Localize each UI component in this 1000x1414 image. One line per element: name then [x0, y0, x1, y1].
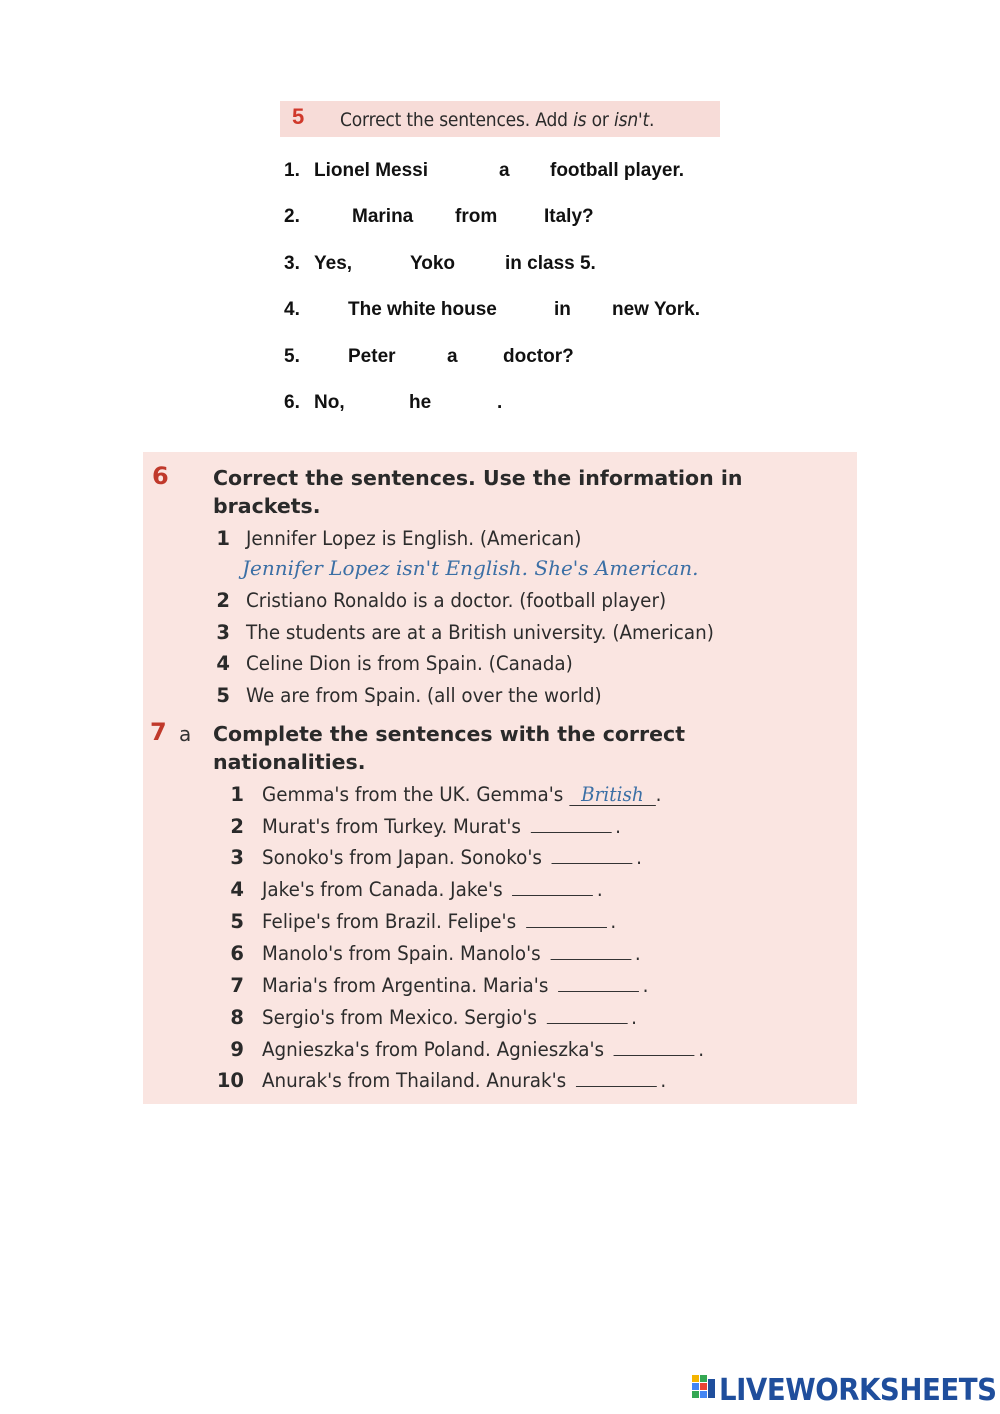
answer-blank[interactable]	[576, 1070, 657, 1087]
ex7-item-8-text: Sergio's from Mexico. Sergio's	[262, 1006, 537, 1029]
exercise-7-title-line: nationalities.	[213, 750, 366, 774]
exercise-7-letter: a	[179, 722, 192, 746]
ex5-row-6-word: he	[409, 392, 432, 413]
exercise-6-number: 6	[152, 462, 169, 490]
period: .	[634, 942, 641, 965]
ex5-row-3-word: Yes,	[314, 253, 353, 274]
ex7-item-5-text: Felipe's from Brazil. Felipe's	[262, 910, 517, 933]
ex5-row-5-number: 5.	[284, 346, 300, 367]
answer-blank[interactable]	[550, 943, 631, 960]
answer-blank[interactable]	[558, 975, 639, 992]
ex5-row-4-word: The white house	[348, 299, 497, 320]
period: .	[642, 974, 649, 997]
ex6-item-4-text: Celine Dion is from Spain. (Canada)	[246, 652, 573, 675]
ex6-item-5-text: We are from Spain. (all over the world)	[246, 684, 602, 707]
exercise-7-title	[213, 720, 813, 776]
answer-blank[interactable]	[547, 1007, 628, 1024]
ex7-item-3	[262, 846, 642, 869]
ex7-item-9	[262, 1038, 704, 1061]
exercise-5-instruction	[340, 109, 654, 131]
ex5-row-4-number: 4.	[284, 299, 300, 320]
ex7-item-2-text: Murat's from Turkey. Murat's	[262, 815, 521, 838]
ex7-item-6-text: Manolo's from Spain. Manolo's	[262, 942, 541, 965]
ex6-item-5-number: 5	[216, 684, 230, 707]
ex7-item-7	[262, 974, 648, 997]
ex7-item-6-number: 6	[230, 942, 244, 965]
exercise-6-title-line: brackets.	[213, 494, 321, 518]
instruction-end: .	[649, 109, 655, 131]
ex7-item-9-text: Agnieszka's from Poland. Agnieszka's	[262, 1038, 605, 1061]
exercise-7-number: 7	[150, 718, 167, 746]
answer-blank[interactable]	[552, 847, 633, 864]
exercise-5-number: 5	[292, 104, 305, 129]
ex7-item-8	[262, 1006, 637, 1029]
ex5-row-1-word: a	[499, 160, 510, 181]
instruction-word-or: or	[586, 109, 615, 131]
instruction-word-isnt: isn't	[614, 109, 650, 131]
ex7-item-1-number: 1	[230, 783, 244, 806]
ex5-row-5-word: doctor?	[503, 346, 574, 367]
ex7-item-9-number: 9	[230, 1038, 244, 1061]
ex7-item-3-number: 3	[230, 846, 244, 869]
ex5-row-1-word: football player.	[550, 160, 685, 181]
ex7-item-4	[262, 878, 603, 901]
period: .	[596, 878, 603, 901]
ex5-row-4-word: in	[554, 299, 571, 320]
ex7-example-answer: British	[569, 785, 655, 806]
exercise-7-title-line: Complete the sentences with the correct	[213, 722, 686, 746]
ex5-row-4-word: new York.	[612, 299, 700, 320]
ex7-item-2	[262, 815, 621, 838]
ex7-item-5	[262, 910, 616, 933]
ex6-item-4-number: 4	[216, 652, 230, 675]
ex7-item-2-number: 2	[230, 815, 244, 838]
answer-blank[interactable]	[512, 879, 593, 896]
liveworksheets-logo-icon	[692, 1375, 716, 1406]
ex5-row-1-number: 1.	[284, 160, 300, 181]
ex5-row-6-number: 6.	[284, 392, 300, 413]
ex5-row-1-word: Lionel Messi	[314, 160, 429, 181]
period: .	[610, 910, 617, 933]
ex7-item-7-text: Maria's from Argentina. Maria's	[262, 974, 549, 997]
ex7-item-10-number: 10	[216, 1069, 244, 1092]
ex5-row-2-word: Marina	[352, 206, 414, 227]
exercise-6-title	[213, 464, 813, 520]
ex5-row-3-number: 3.	[284, 253, 300, 274]
ex6-item-3-number: 3	[216, 621, 230, 644]
ex6-item-2-text: Cristiano Ronaldo is a doctor. (football player)	[246, 589, 667, 612]
ex5-row-5-word: a	[447, 346, 458, 367]
ex7-item-1-text: Gemma's from the UK. Gemma's	[262, 783, 564, 806]
answer-blank[interactable]	[531, 816, 612, 833]
ex6-item-3-text: The students are at a British university. (American)	[246, 621, 714, 644]
ex7-item-4-text: Jake's from Canada. Jake's	[262, 878, 503, 901]
ex7-item-5-number: 5	[230, 910, 244, 933]
ex7-item-4-number: 4	[230, 878, 244, 901]
ex6-example-answer: Jennifer Lopez isn't English. She's American.	[242, 556, 699, 580]
period: .	[660, 1069, 667, 1092]
liveworksheets-logo-text: LIVEWORKSHEETS	[719, 1373, 997, 1408]
instruction-text: Correct the sentences. Add	[340, 109, 574, 131]
ex6-item-2-number: 2	[216, 589, 230, 612]
period: .	[631, 1006, 637, 1029]
answer-blank[interactable]	[526, 911, 607, 928]
answer-blank[interactable]	[614, 1039, 695, 1056]
ex6-item-1-number: 1	[216, 527, 230, 550]
exercise-6-title-line: Correct the sentences. Use the information in	[213, 466, 743, 490]
ex5-row-3-word: in class 5.	[505, 253, 596, 274]
period: .	[636, 846, 643, 869]
ex5-row-6-word: .	[497, 392, 503, 413]
ex6-item-1-text: Jennifer Lopez is English. (American)	[246, 527, 582, 550]
ex7-item-8-number: 8	[230, 1006, 244, 1029]
ex7-item-10-text: Anurak's from Thailand. Anurak's	[262, 1069, 567, 1092]
ex5-row-2-word: from	[455, 206, 498, 227]
ex5-row-5-word: Peter	[348, 346, 396, 367]
ex7-item-10	[262, 1069, 666, 1092]
period: .	[698, 1038, 705, 1061]
ex5-row-2-word: Italy?	[544, 206, 594, 227]
period: .	[615, 815, 621, 838]
liveworksheets-logo[interactable]	[692, 1373, 1000, 1408]
ex7-item-7-number: 7	[230, 974, 244, 997]
instruction-word-is: is	[573, 109, 587, 131]
ex5-row-3-word: Yoko	[410, 253, 456, 274]
ex7-item-6	[262, 942, 641, 965]
ex5-row-6-word: No,	[314, 392, 345, 413]
ex5-row-2-number: 2.	[284, 206, 300, 227]
period: .	[655, 783, 662, 806]
ex7-item-1	[262, 783, 661, 806]
ex7-item-3-text: Sonoko's from Japan. Sonoko's	[262, 846, 542, 869]
